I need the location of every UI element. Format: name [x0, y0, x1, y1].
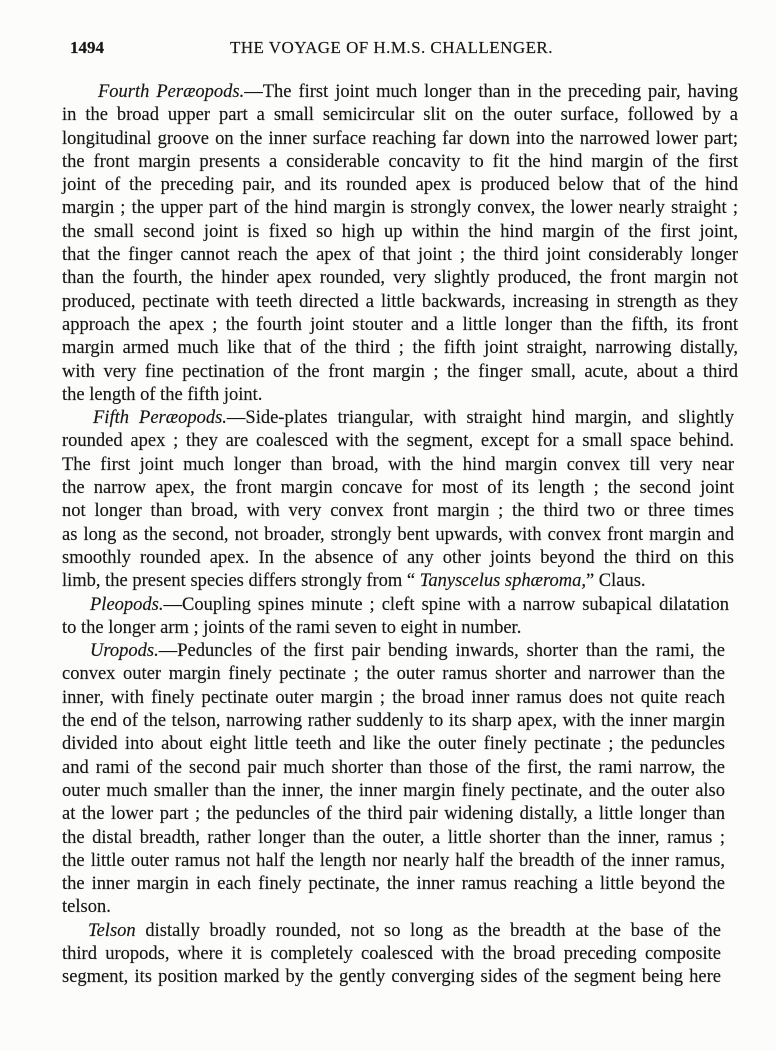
text-line: divided into about eight little teeth and like the outer finely pectinate ; the peduncles	[62, 734, 725, 755]
text-line: outer much smaller than the inner, the inner margin finely pectinate, and the outer also	[62, 780, 725, 801]
paragraph-fourth-peraeopods	[62, 81, 738, 407]
text-line: the length of the fifth joint.	[62, 384, 263, 405]
paragraph-telson	[62, 920, 721, 990]
text-line: that the finger cannot reach the apex of that joint ; the third joint considerably longer	[62, 245, 738, 266]
text-line: telson.	[62, 897, 111, 918]
text-line: as long as the second, not broader, strongly bent upwards, with convex front margin and	[62, 524, 734, 545]
paragraph-uropods	[62, 640, 725, 920]
line-text: —The first joint much longer than in the preceding pair, having	[244, 82, 738, 102]
text-line: third uropods, where it is completely coalesced with the broad preceding composite	[62, 943, 721, 964]
text-line: in the broad upper part a small semicircular slit on the outer surface, followed by a	[62, 105, 738, 126]
line-text: ” Claus.	[585, 571, 646, 592]
line-text: limb, the present species differs strongly from “	[62, 571, 416, 592]
text-line: the end of the telson, narrowing rather suddenly to its sharp apex, with the inner margin	[62, 711, 725, 732]
text-line: the small second joint is fixed so high up within the hind margin of the first joint,	[62, 221, 738, 242]
text-line: convex outer margin finely pectinate ; the outer ramus shorter and narrower than the	[62, 664, 725, 685]
text-line: the inner margin in each finely pectinate, the inner ramus reaching a little beyond the	[62, 874, 725, 895]
paragraph-pleopods	[62, 594, 729, 641]
text-line: not longer than broad, with very convex front margin ; the third two or three times	[62, 501, 734, 522]
line-text: —Peduncles of the first pair bending inwards, shorter than the rami, the	[158, 641, 725, 662]
text-line: margin armed much like that of the third ; the fifth joint straight, narrowing distally,	[62, 338, 738, 359]
text-line: the distal breadth, rather longer than the outer, a little shorter than the inner, ramus ;	[62, 827, 725, 848]
line-text: —Coupling spines minute ; cleft spine with a narrow subapical dilatation	[163, 594, 729, 615]
paragraph-heading: Telson	[88, 920, 136, 941]
text-line: smoothly rounded apex. In the absence of any other joints beyond the third on this	[62, 547, 734, 568]
text-line: the little outer ramus not half the length nor nearly half the breadth of the inner ramus,	[62, 850, 725, 871]
paragraph-heading: Fifth Peræopods.	[93, 408, 227, 429]
text-line: The first joint much longer than broad, with the hind margin convex till very near	[62, 454, 734, 475]
text-line: the front margin presents a considerable concavity to fit the hind margin of the first	[62, 151, 738, 172]
running-title: THE VOYAGE OF H.M.S. CHALLENGER.	[230, 38, 553, 57]
paragraph-heading: Fourth Peræopods.	[98, 82, 245, 102]
text-line: and rami of the second pair much shorter than those of the first, the rami narrow, the	[62, 757, 725, 778]
line-text: —Side-plates triangular, with straight hind margin, and slightly	[226, 408, 734, 429]
text-line	[62, 640, 725, 663]
text-line: the narrow apex, the front margin concave for most of its length ; the second joint	[62, 478, 734, 499]
text-line: at the lower part ; the peduncles of the third pair widening distally, a little longer than	[62, 804, 725, 825]
text-line: produced, pectinate with teeth directed a little backwards, increasing in strength as they	[62, 291, 738, 312]
text-line	[62, 594, 729, 617]
text-line: longitudinal groove on the inner surface reaching far down into the narrowed lower part;	[62, 128, 738, 149]
text-line	[62, 920, 721, 943]
text-line: inner, with finely pectinate outer margin ; the broad inner ramus does not quite reach	[62, 687, 725, 708]
text-line: than the fourth, the hinder apex rounded, very slightly produced, the front margin not	[62, 268, 738, 289]
text-line: to the longer arm ; joints of the rami seven to eight in number.	[62, 617, 522, 638]
text-line: joint of the preceding pair, and its rounded apex is produced below that of the hind	[62, 175, 738, 196]
text-line	[62, 81, 738, 104]
page-number: 1494	[70, 38, 104, 57]
line-text: distally broadly rounded, not so long as the breadth at the base of the	[145, 920, 721, 941]
text-line	[62, 407, 734, 430]
body-text	[62, 81, 738, 990]
text-line: rounded apex ; they are coalesced with the segment, except for a small space behind.	[62, 431, 734, 452]
species-name: Tanyscelus sphæroma,	[419, 571, 586, 592]
paragraph-fifth-peraeopods	[62, 407, 734, 593]
text-line: segment, its position marked by the gently converging sides of the segment being here	[62, 967, 721, 988]
paragraph-heading: Pleopods.	[90, 594, 164, 615]
text-line: with very fine pectination of the front margin ; the finger small, acute, about a third	[62, 361, 738, 382]
text-line	[62, 570, 734, 593]
text-line: margin ; the upper part of the hind margin is strongly convex, the lower nearly straight ;	[62, 198, 738, 219]
text-line: approach the apex ; the fourth joint stouter and a little longer than the fifth, its front	[62, 314, 738, 335]
paragraph-heading: Uropods.	[90, 641, 159, 662]
